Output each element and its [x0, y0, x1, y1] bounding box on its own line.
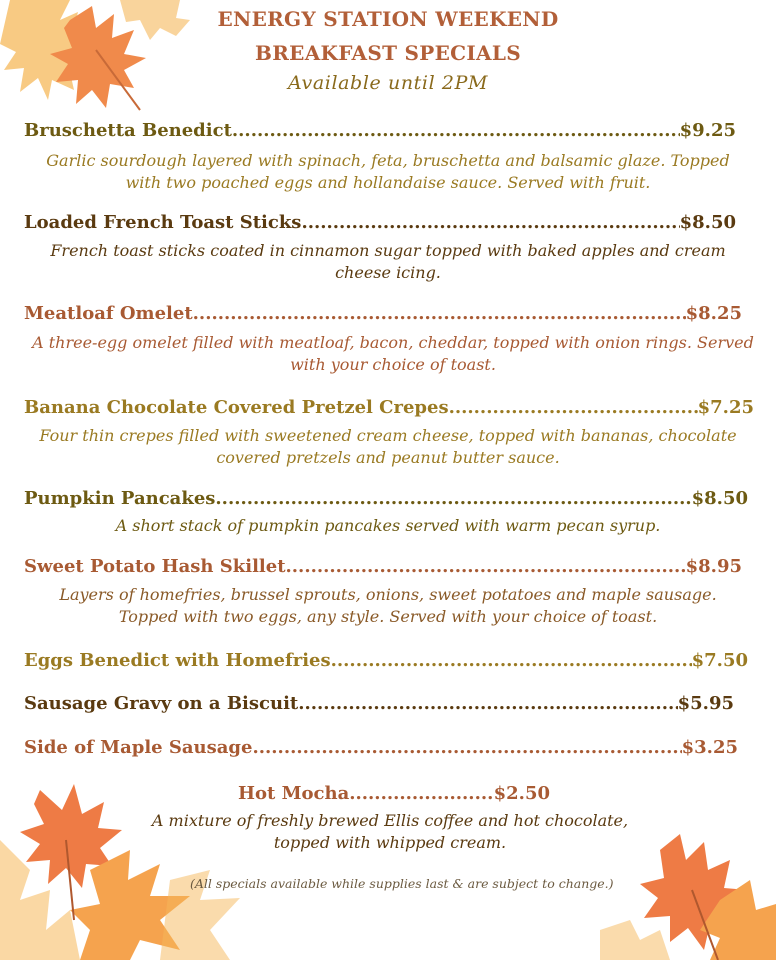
item-price: $2.50	[493, 783, 550, 804]
menu-item	[24, 650, 748, 671]
item-name: Sweet Potato Hash Skillet	[24, 556, 286, 577]
leader-dots	[215, 488, 691, 509]
leader-dots	[331, 650, 692, 671]
item-price: $9.25	[679, 120, 736, 141]
leader-dots	[252, 737, 681, 758]
leader-dots	[301, 212, 679, 233]
footer-disclaimer: (All specials available while supplies last & are subject to change.)	[190, 876, 614, 891]
menu-header	[0, 6, 776, 96]
menu-item	[24, 212, 736, 233]
item-price: $7.50	[691, 650, 748, 671]
item-price: $5.95	[677, 693, 734, 714]
leader-dots	[232, 120, 680, 141]
menu-title-line1: ENERGY STATION WEEKEND	[217, 7, 559, 31]
item-name: Hot Mocha	[238, 783, 350, 804]
item-name: Pumpkin Pancakes	[24, 488, 216, 509]
item-price: $3.25	[681, 737, 738, 758]
leader-dots	[286, 556, 686, 577]
menu-item	[24, 488, 748, 509]
item-name: Eggs Benedict with Homefries	[24, 650, 331, 671]
item-description: Four thin crepes filled with sweetened cream cheese, topped with bananas, chocolate covered pretzels and peanut butter sauce.	[39, 426, 737, 467]
leader-dots	[298, 693, 677, 714]
menu-item-drink	[238, 783, 550, 804]
item-price: $8.50	[679, 212, 736, 233]
availability-note: Available until 2PM	[287, 72, 489, 94]
item-name: Loaded French Toast Sticks	[24, 212, 302, 233]
item-description: Garlic sourdough layered with spinach, feta, bruschetta and balsamic glaze. Topped with two poached eggs and hollandaise sauce. Served with fruit.	[46, 151, 730, 192]
item-name: Meatloaf Omelet	[24, 303, 193, 324]
leader-dots	[349, 783, 493, 804]
menu-item	[24, 397, 754, 418]
item-description: A mixture of freshly brewed Ellis coffee and hot chocolate, topped with whipped cream.	[151, 811, 629, 852]
menu-item	[24, 737, 738, 758]
item-price: $7.25	[697, 397, 754, 418]
menu-item	[24, 303, 742, 324]
item-description: French toast sticks coated in cinnamon sugar topped with baked apples and cream cheese icing.	[50, 241, 726, 282]
item-name: Side of Maple Sausage	[24, 737, 253, 758]
item-price: $8.95	[685, 556, 742, 577]
item-description: Layers of homefries, brussel sprouts, onions, sweet potatoes and maple sausage. Topped with two eggs, any style. Served with your choice of toast.	[59, 585, 717, 626]
leader-dots	[193, 303, 686, 324]
leader-dots	[449, 397, 698, 418]
item-description: A three-egg omelet filled with meatloaf, bacon, cheddar, topped with onion rings. Served with your choice of toast.	[32, 333, 754, 374]
menu-item	[24, 556, 742, 577]
item-name: Banana Chocolate Covered Pretzel Crepes	[24, 397, 449, 418]
item-price: $8.25	[685, 303, 742, 324]
item-price: $8.50	[691, 488, 748, 509]
menu-title-line2: BREAKFAST SPECIALS	[255, 41, 521, 65]
item-description: A short stack of pumpkin pancakes served with warm pecan syrup.	[115, 516, 661, 535]
item-name: Bruschetta Benedict	[24, 120, 232, 141]
menu-item	[24, 120, 736, 141]
menu-item	[24, 693, 734, 714]
maple-leaf-icon	[0, 780, 250, 960]
item-name: Sausage Gravy on a Biscuit	[24, 693, 299, 714]
